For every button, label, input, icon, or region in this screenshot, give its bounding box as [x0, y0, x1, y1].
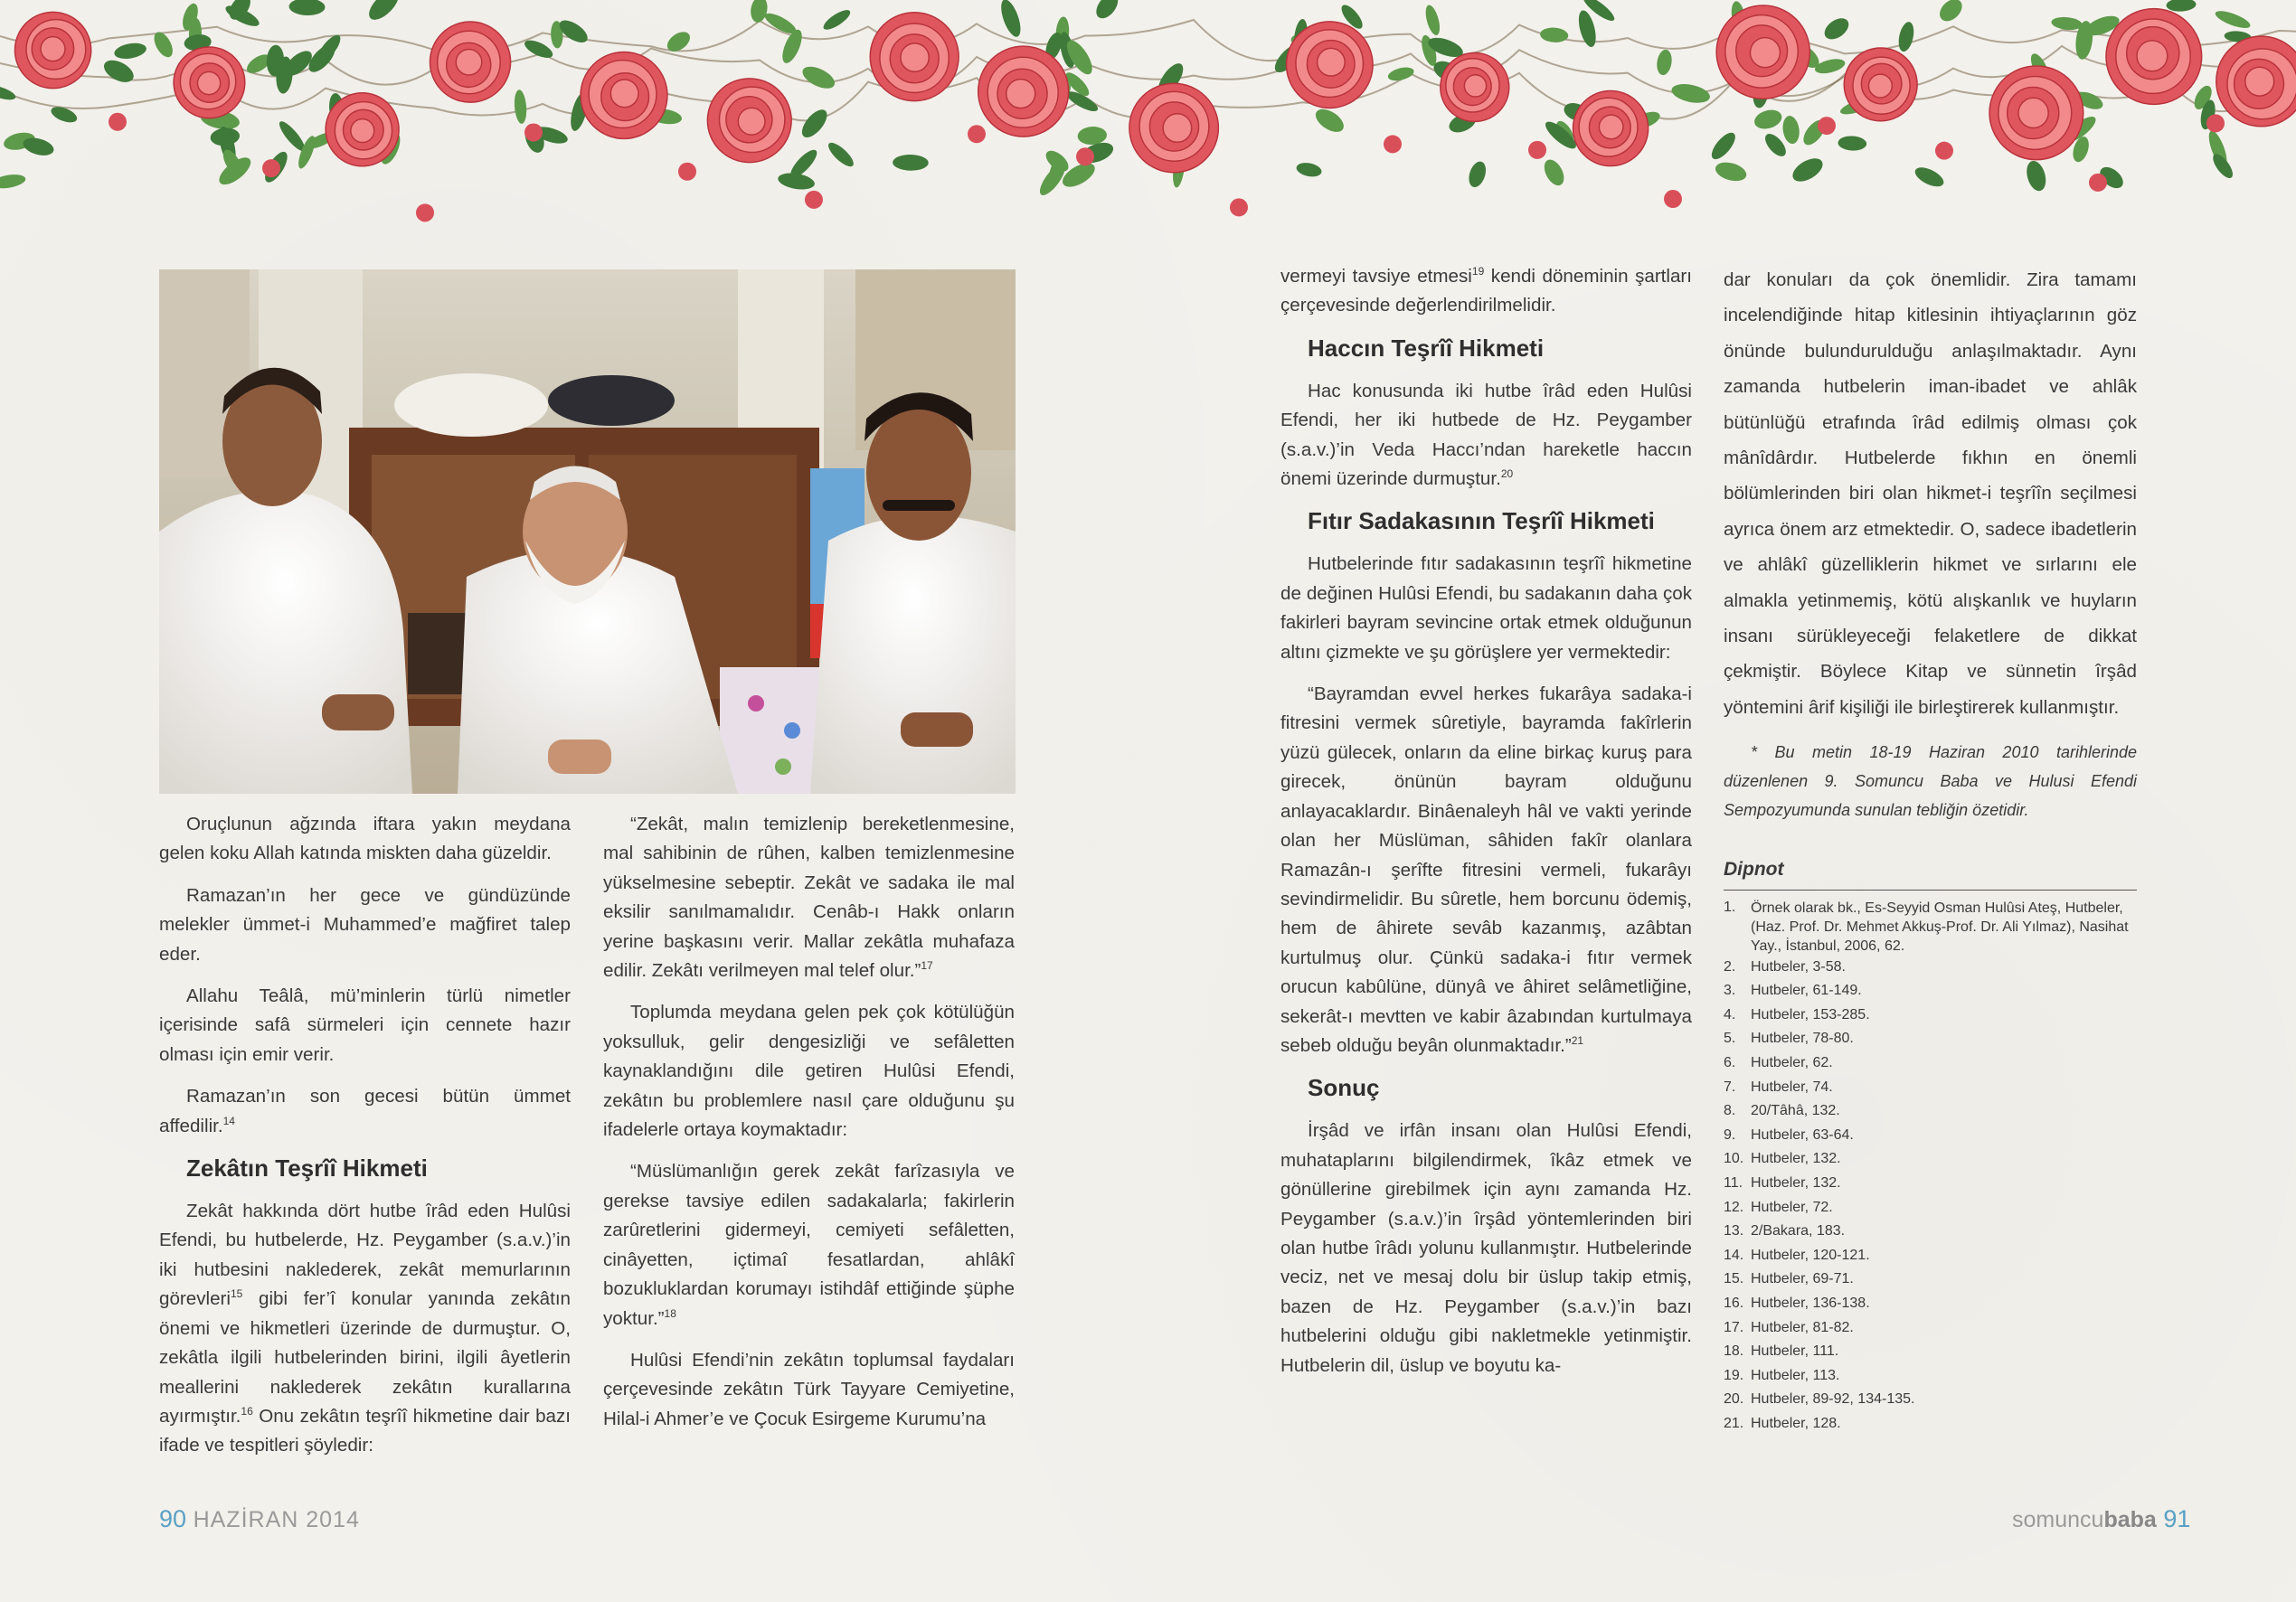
- footnote-number: 4.: [1724, 1006, 1736, 1022]
- rose-flower: [1573, 90, 1649, 165]
- footnote-number: 2.: [1724, 958, 1736, 975]
- quote: “Zekât, malın temizlenip bereketlenmesine, mal sahibinin de rûhen, kalben temizlenmesine yükselmesine sebeptir. Zekât ve sadaka ile mal eksilir sanılmamalıdır. Cenâb-ı Hakk onların yerine başkasını verir. Mallar zekâtla muhafaza edilir. Zekâtı verilmeyen mal telef olur.”$^{17}$: [603, 814, 1015, 982]
- footnote-text: Hutbeler, 136-138.: [1751, 1296, 1870, 1311]
- leaf: [762, 10, 799, 38]
- leaf: [1714, 159, 1749, 184]
- paragraph: Hac konusunda iki hutbe îrâd eden Hulûsi Efendi, her iki hutbede de Hz. Peygamber (s.a.v.)’in Veda Haccı’ndan hareketle haccın önemi üzerinde durmuştur.$^{20}$: [1280, 380, 1692, 490]
- rose-bud: [1230, 198, 1248, 216]
- leaf: [2051, 15, 2083, 31]
- footnote-item: [1724, 1099, 2137, 1124]
- photo-illustration: [159, 269, 1016, 794]
- quote: “Bayramdan evvel herkes fukarâya sadaka-i fitresini vermek sûretiyle, bayramda fakîrlerin yüzü gülecek, onların da eline birkaç kuruş para girecek, önünün bayram olduğunu anlayacaklardır. Binâenaleyh hâl ve vakti yerinde olan her Müslüman, sâhiden fakîr olanlara Ramazân-ı şerîfte fitresini vermeli, fukarâyı sevindirmelidir. Bu sûretle, hem borcunu ödemiş, hem de âhirete sevâb kazanmış, azâbtan kurtulmuş olur. Çünkü sadaka-i fıtır vermek orucun kabûlüne, dünyâ ve âhiret selâmetliğine, sekerât-ı mevtten ve kabir âzabından kurtulmaya sebeb olduğu beyân olunmaktadır.”$^{21}$: [1280, 683, 1692, 1056]
- leaf: [825, 139, 856, 170]
- rose-flower: [1129, 83, 1218, 172]
- section-heading-hac: Haccın Teşrîî Hikmeti: [1308, 334, 1545, 362]
- paragraph: Zekât hakkında dört hutbe îrâd eden Hulûsi Efendi, bu hutbelerde, Hz. Peygamber (s.a.v.)’in iki hutbesini naklederek, zekât memurlarının görevleri$^{15}$ gibi fer’î konular yanında zekâtın önemi ve hikmetleri üzerinde de durmuştur. O, zekâtla ilgili hutbelerinden birini, ilgili âyetlerin meallerini naklederek zekâtın kurallarına ayırmıştır.$^{16}$ Onu zekâtın teşrîî hikmetine dair bazı ifade ve tespitleri şöyledir:: [159, 1201, 571, 1456]
- leaf: [1670, 81, 1712, 107]
- rose-garland-decoration: [0, 0, 2296, 226]
- rose-flower: [14, 12, 90, 88]
- footnote-text: Hutbeler, 62.: [1751, 1055, 1833, 1071]
- footnote-number: 9.: [1724, 1126, 1736, 1143]
- footnote-ref[interactable]: 15: [230, 1287, 243, 1301]
- brand-somuncu: somuncu: [2012, 1507, 2104, 1532]
- footnote-number: 11.: [1724, 1175, 1743, 1192]
- leaf: [821, 6, 854, 33]
- left-folio: [159, 1505, 360, 1533]
- leaf: [514, 90, 528, 125]
- footnote-ref[interactable]: 20: [1500, 467, 1514, 481]
- vine: [0, 20, 2296, 61]
- footnote-number: 12.: [1724, 1199, 1744, 1215]
- footnote-text: Hutbeler, 74.: [1751, 1079, 1833, 1095]
- rose-bud: [1818, 117, 1836, 135]
- footnote-text: Hutbeler, 128.: [1751, 1415, 1841, 1431]
- photograph: [159, 269, 1016, 794]
- paragraph: Toplumda meydana gelen pek çok kötülüğün yoksulluk, gelir dengesizliği ve sefâletten kaynaklandığını dile getiren Hulûsi Efendi, zekâtın bu problemlere nasıl çare olduğunu şu ifadelerle ortaya koymaktadır:: [603, 1002, 1015, 1141]
- footnote-ref[interactable]: 17: [921, 959, 933, 973]
- footnote-item: [1724, 1196, 2137, 1220]
- leaf: [1077, 126, 1108, 146]
- rose-flower: [2106, 9, 2202, 105]
- rose-flower: [1716, 5, 1809, 99]
- rose-bud: [678, 163, 696, 181]
- rose-flower: [2216, 36, 2296, 127]
- leaf: [893, 155, 929, 171]
- footnote-item: [1724, 1340, 2137, 1364]
- leaf: [1820, 14, 1852, 43]
- section-heading-zekat: Zekâtın Teşrîî Hikmeti: [186, 1154, 428, 1183]
- footnote-item: [1724, 1364, 2137, 1389]
- rose-flower: [978, 46, 1069, 137]
- leaf: [1312, 105, 1348, 137]
- section-heading-fitir: Fıtır Sadakasının Teşrîî Hikmeti: [1308, 507, 1655, 535]
- paragraph: Oruçlunun ağzında iftara yakın meydana gelen koku Allah katında miskten daha güzeldir.: [159, 814, 571, 864]
- footnote-ref[interactable]: 21: [1571, 1034, 1584, 1048]
- footnote-item: [1724, 896, 2137, 956]
- footnote-number: 21.: [1724, 1415, 1744, 1431]
- issue-date: HAZİRAN 2014: [193, 1507, 360, 1532]
- rose-bud: [1664, 190, 1682, 208]
- paragraph: İrşâd ve irfân insanı olan Hulûsi Efendi, muhataplarını bilgilendirmek, îkâz etmek ve gönüllerine girebilmek için aynı zamanda Hz. Peygamber (s.a.v.)’in îrşâd yöntemlerinden biri olan hutbe îrâdı yolunu kullanmıştır. Hutbelerinde veciz, net ve mesaj dolu bir üslup takip etmiş, bazen de Hz. Peygamber (s.a.v.)’in bazı hutbelerini olduğu gibi nakletmekle yetinmiştir. Hutbelerin dil, üslup ve boyutu ka-: [1280, 1120, 1692, 1376]
- paragraph: vermeyi tavsiye etmesi$^{19}$ kendi döneminin şartları çerçevesinde değerlendirilmelidir.: [1280, 265, 1693, 316]
- footnote-text: Hutbeler, 111.: [1751, 1343, 1839, 1360]
- footnote-text: 20/Tâhâ, 132.: [1751, 1103, 1840, 1119]
- leaf: [1540, 27, 1569, 43]
- footnote-item: [1724, 1172, 2137, 1196]
- footnote-ref[interactable]: 19: [1471, 265, 1485, 278]
- leaf: [1913, 164, 1947, 191]
- leaf: [1896, 21, 1916, 53]
- rose-flower: [174, 47, 245, 118]
- rose-bud: [1076, 147, 1094, 165]
- footnote-item: [1724, 1220, 2137, 1244]
- brand-baba: baba: [2103, 1507, 2157, 1532]
- leaf: [1540, 156, 1567, 189]
- footnote-number: 7.: [1724, 1079, 1736, 1095]
- footnote-text: Hutbeler, 132.: [1751, 1175, 1841, 1192]
- rose-flower: [1287, 22, 1374, 108]
- rose-bud: [2089, 174, 2107, 192]
- footnote-number: 13.: [1724, 1223, 1744, 1239]
- rose-bud: [2206, 114, 2225, 132]
- footnote-ref[interactable]: 16: [241, 1405, 253, 1418]
- footnote-number: 17.: [1724, 1319, 1744, 1335]
- rose-flower: [581, 52, 667, 138]
- footnote-item: [1724, 1292, 2137, 1316]
- rose-flower: [1441, 52, 1509, 121]
- footnote-item: [1724, 1267, 2137, 1292]
- column-3: [1280, 262, 1692, 1393]
- page-number: 91: [2163, 1505, 2191, 1532]
- leaf: [1655, 49, 1673, 77]
- page-number: 90: [159, 1505, 187, 1532]
- rose-bud: [1528, 141, 1546, 159]
- footnote-item: [1724, 1124, 2137, 1148]
- leaf: [1838, 136, 1866, 152]
- footnote-text: Hutbeler, 81-82.: [1751, 1319, 1854, 1335]
- leaf: [749, 0, 770, 24]
- footnote-number: 19.: [1724, 1367, 1744, 1383]
- rose-flower: [1844, 48, 1917, 121]
- leaf: [1707, 129, 1739, 164]
- leaf: [0, 82, 17, 102]
- footnote-number: 8.: [1724, 1103, 1736, 1119]
- column-2: [603, 810, 1015, 1447]
- leaf: [798, 106, 832, 142]
- footnote-ref[interactable]: 18: [664, 1306, 676, 1320]
- footnote-number: 3.: [1724, 983, 1736, 999]
- footnote-number: 1.: [1724, 899, 1736, 915]
- leaf: [100, 56, 137, 87]
- section-heading-sonuc: Sonuç: [1308, 1074, 1380, 1102]
- footnote-number: 18.: [1724, 1343, 1744, 1360]
- quote: “Müslümanlığın gerek zekât farîzasıyla ve gerekse tavsiye edilen sadakalarla; fakirlerin zarûretlerini gidermeyi, cemiyeti sefâletten, cinâyetten, içtimaî fesatlardan, ahlâkî bozukluklardan korumayı istihdâf ettiğinde şüphe yoktur.”$^{18}$: [603, 1161, 1015, 1329]
- footnote-number: 14.: [1724, 1247, 1744, 1263]
- paragraph: Ramazan’ın son gecesi bütün ümmet affedilir.$^{14}$: [159, 1086, 571, 1136]
- leaf: [1781, 115, 1801, 145]
- footnote-text: Hutbeler, 78-80.: [1751, 1031, 1854, 1047]
- footnote-item: [1724, 1051, 2137, 1076]
- footnote-text: Hutbeler, 69-71.: [1751, 1271, 1854, 1287]
- column-1: [159, 810, 571, 1474]
- rose-flower: [326, 93, 399, 166]
- leaf: [997, 0, 1025, 39]
- footnote-number: 16.: [1724, 1296, 1744, 1311]
- footnote-item: [1724, 1147, 2137, 1172]
- footnote-text: Hutbeler, 72.: [1751, 1199, 1833, 1215]
- paragraph: Hutbelerinde fıtır sadakasının teşrîî hikmetine de değinen Hulûsi Efendi, bu sadakanın daha çok fakirleri bayram sevincine ortak etmek olduğunun altını çizmekte ve şu görüşlere yer vermektedir:: [1280, 553, 1692, 663]
- footnote-item: [1724, 1412, 2137, 1437]
- footnote-item: [1724, 956, 2137, 980]
- rose-bud: [524, 123, 543, 141]
- leaf: [1295, 161, 1323, 179]
- footnote-text: 2/Bakara, 183.: [1751, 1223, 1846, 1239]
- leaf: [2024, 159, 2049, 193]
- footnote-number: 20.: [1724, 1391, 1744, 1408]
- leaf: [364, 0, 403, 24]
- right-folio: [2012, 1505, 2190, 1533]
- footnote-number: 15.: [1724, 1271, 1744, 1287]
- rose-bud: [416, 203, 434, 221]
- footnote-text: Örnek olarak bk., Es-Seyyid Osman Hulûsi Ateş, Hutbeler, (Haz. Prof. Dr. Mehmet Akkuş-Prof. Dr. Ali Yılmaz), Nasihat Yay., İstanbul, 2006, 62.: [1751, 900, 2129, 954]
- rose-bud: [262, 159, 280, 177]
- paragraph: Hulûsi Efendi’nin zekâtın toplumsal faydaları çerçevesinde zekâtın Türk Tayyare Cemiyetine, Hilal-i Ahmer’e ve Çocuk Esirgeme Kurumu’na: [603, 1349, 1015, 1429]
- footnote-text: Hutbeler, 120-121.: [1751, 1247, 1870, 1263]
- footnote-item: [1724, 1027, 2137, 1051]
- footnote-text: Hutbeler, 89-92, 134-135.: [1751, 1391, 1915, 1408]
- footnote-item: [1724, 1004, 2137, 1028]
- footnote-text: Hutbeler, 113.: [1751, 1367, 1840, 1383]
- leaf: [1423, 4, 1443, 37]
- footnote-text: Hutbeler, 3-58.: [1751, 958, 1846, 975]
- footnotes-title: Dipnot: [1724, 852, 2137, 890]
- rose-flower: [707, 79, 791, 163]
- leaf: [1466, 159, 1488, 189]
- editor-note: * Bu metin 18-19 Haziran 2010 tarihlerinde düzenlenen 9. Somuncu Baba ve Hulusi Efendi Sempozyumunda sunulan tebliğin özetidir.: [1724, 743, 2137, 820]
- rose-bud: [109, 113, 127, 131]
- rose-bud: [1384, 135, 1402, 153]
- column-4: [1724, 262, 2137, 1437]
- rose-bud: [968, 125, 986, 143]
- footnote-number: 5.: [1724, 1031, 1736, 1047]
- paragraph: Allahu Teâlâ, mü’minlerin türlü nimetler içerisinde safâ sürmeleri için cennete hazır olması için emir verir.: [159, 985, 571, 1065]
- footnote-text: Hutbeler, 61-149.: [1751, 983, 1862, 999]
- leaf: [288, 0, 325, 16]
- paragraph: Ramazan’ın her gece ve gündüzünde melekler ümmet-i Muhammed’e mağfiret talep eder.: [159, 884, 571, 965]
- leaf: [799, 62, 838, 93]
- leaf: [1092, 0, 1122, 23]
- footnote-item: [1724, 979, 2137, 1004]
- leaf: [1935, 0, 1966, 25]
- footnotes-list: [1724, 896, 2137, 1437]
- leaf: [1789, 154, 1827, 186]
- vine: [0, 46, 2296, 96]
- leaf: [2166, 0, 2197, 12]
- footnote-text: Hutbeler, 132.: [1751, 1151, 1841, 1167]
- footnote-text: Hutbeler, 63-64.: [1751, 1126, 1854, 1143]
- rose-bud: [805, 191, 823, 209]
- footnote-item: [1724, 1244, 2137, 1268]
- leaf: [1753, 107, 1784, 132]
- rose-flower: [430, 22, 511, 102]
- paragraph: dar konuları da çok önemlidir. Zira tamamı incelendiğinde hitap kitlesinin ihtiyaçlarının göz önünde bulundurulduğu anlaşılmaktadır. Aynı zamanda hutbelerin iman-ibadet ve ahlâk bütünlüğü etrafında îrâd edilmiş olması çok mânîdârdır. Hutbelerde fıkhın en önemli bölümlerinden biri olan hikmet-i teşrîîn seçilmesi ayrıca önem arz etmektedir. O, sadece ibadetlerin ve ahlâkî güzelliklerin hikmet ve sırlarını ele almakla yetinmemiş, kötü alışkanlık ve huyların insanı sürükleyeceği felaketlere de dikkat çekmiştir. Böylece Kitap ve sünnetin îrşâd yöntemini ârif kişiliği ile birleştirerek kullanmıştır.: [1724, 269, 2137, 718]
- rose-flower: [870, 13, 959, 101]
- rose-bud: [1935, 142, 1953, 160]
- footnote-item: [1724, 1316, 2137, 1341]
- footnote-item: [1724, 1076, 2137, 1100]
- footnote-text: Hutbeler, 153-285.: [1751, 1006, 1870, 1022]
- footnote-number: 6.: [1724, 1055, 1736, 1071]
- rose-flower: [1989, 66, 2083, 160]
- leaf: [2214, 7, 2253, 31]
- leaf: [0, 173, 26, 191]
- footnote-ref[interactable]: 14: [222, 1114, 235, 1127]
- footnote-number: 10.: [1724, 1151, 1744, 1167]
- leaf: [1575, 9, 1599, 49]
- leaf: [113, 41, 147, 61]
- footnote-item: [1724, 1388, 2137, 1412]
